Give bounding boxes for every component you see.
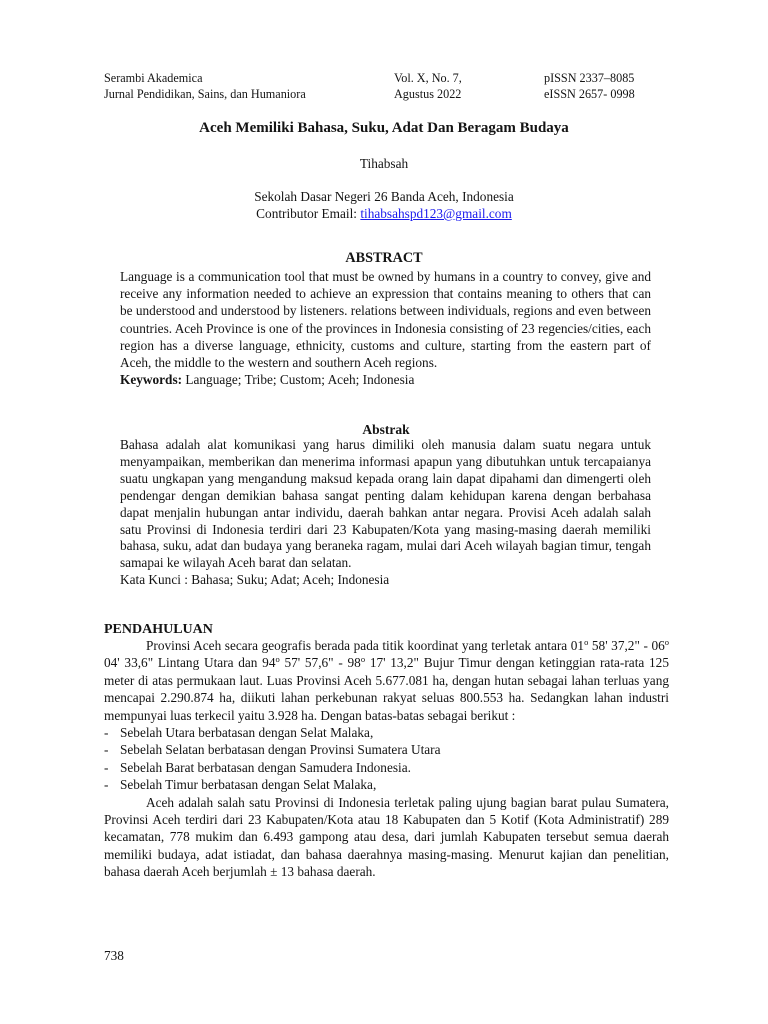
list-item-text: Sebelah Selatan berbatasan dengan Provinsi Sumatera Utara <box>120 742 441 758</box>
author-name: Tihabsah <box>359 156 409 171</box>
abstract-keywords <box>120 371 651 388</box>
abstract-text: Language is a communication tool that must be owned by humans in a country to convey, give and receive any information needed to achieve an expression that contains meaning to others that can be understood and understood by listeners. relations between individuals, regions and even between countries. Aceh Province is one of the provinces in Indonesia consisting of 23 regencies/cities, each region has a diverse language, ethnicity, customs and culture, starting from the eastern part of Aceh, the middle to the western and southern Aceh regions. <box>120 269 651 371</box>
dash-bullet: - <box>104 759 109 775</box>
list-item <box>104 724 669 741</box>
intro-paragraph-2: Aceh adalah salah satu Provinsi di Indonesia terletak paling ujung bagian barat pulau Sumatera, Provinsi Aceh terdiri dari 23 Kabupaten/Kota atau 18 Kabupaten dan 5 Kotif (Kota Administratif) 289 kecamatan, 778 mukim dan 6.493 gampong atau desa, dari jumlah Kabupaten tersebut semua daerah memiliki budaya, adat istiadat, dan bahasa daerahnya masing-masing. Menurut kajian dan penelitian, bahasa daerah Aceh berjumlah ± 13 bahasa daerah. <box>104 794 669 880</box>
list-item-text: Sebelah Timur berbatasan dengan Selat Malaka, <box>120 777 377 793</box>
journal-date: Agustus 2022 <box>394 87 462 101</box>
section-heading-pendahuluan: PENDAHULUAN <box>104 622 213 637</box>
dash-bullet: - <box>104 777 109 793</box>
degree-mark: o <box>664 637 669 647</box>
paper-title: Aceh Memiliki Bahasa, Suku, Adat Dan Beragam Budaya <box>199 120 569 136</box>
abstrak-body <box>120 437 651 589</box>
degree-mark: o <box>584 637 589 647</box>
abstrak-text: Bahasa adalah alat komunikasi yang harus dimiliki oleh manusia dalam suatu negara untuk menyampaikan, memberikan dan menerima informasi apapun yang dibutuhkan untuk tercapaianya suatu ungkapan yang mengandung maksud kepada orang lain dapat dipahami dan dimengerti oleh pendengar dengan demikian bahasa sangat penting dalam kehidupan karena dengan berbahasa dapat menjalin hubungan antar individu, daerah bahkan antar negara. Provisi Aceh adalah salah satu Provinsi di Indonesia terdiri dari 23 Kabupaten/Kota yang masing-masing daerah memiliki bahasa, suku, adat dan budaya yang beraneka ragam, mulai dari Aceh wilayah bagian timur, tengah samapai ke wilayah Aceh barat dan selatan. <box>120 437 651 571</box>
list-item <box>104 741 669 758</box>
journal-subtitle: Jurnal Pendidikan, Sains, dan Humaniora <box>104 87 306 101</box>
list-item <box>104 776 669 793</box>
degree-mark: o <box>360 654 366 665</box>
journal-volume: Vol. X, No. 7, <box>394 71 462 85</box>
contributor-label: Contributor Email: <box>256 206 361 221</box>
degree-mark: o <box>275 654 280 665</box>
contributor-line <box>0 205 768 222</box>
page-number: 738 <box>104 948 124 963</box>
abstract-body <box>120 268 651 388</box>
list-item-text: Sebelah Utara berbatasan dengan Selat Malaka, <box>120 725 374 741</box>
introduction-body <box>104 637 669 881</box>
contributor-email-link[interactable]: tihabsahspd123@gmail.com <box>360 206 512 221</box>
list-item <box>104 759 669 776</box>
intro-p1-part-a: Provinsi Aceh secara geografis berada pada titik koordinat yang terletak antara 01 <box>146 638 585 653</box>
intro-p1-part-c: 04' 33,6" Lintang Utara dan 94 <box>104 655 276 671</box>
abstrak-heading: Abstrak <box>362 422 410 437</box>
dash-bullet: - <box>104 742 109 758</box>
abstract-heading: ABSTRACT <box>345 250 423 266</box>
author-affiliation <box>0 188 768 222</box>
journal-name: Serambi Akademica <box>104 71 203 85</box>
dash-bullet: - <box>104 725 109 741</box>
list-item-text: Sebelah Barat berbatasan dengan Samudera Indonesia. <box>120 759 411 775</box>
keywords-list: Language; Tribe; Custom; Aceh; Indonesia <box>182 372 415 388</box>
intro-p1-part-e: 17' 13,2" Bujur Timur dengan ketinggian rata-rata 125 meter di atas permukaan laut. Luas Provinsi Aceh 5.677.081 ha, dengan hutan sebagai lahan terluas yang mencapai 2.290.874 ha, diikuti lahan perkebunan rakyat seluas 800.553 ha. Sedangkan lahan industri mempunyai luas terkecil yaitu 3.928 ha. Dengan batas-batas sebagai berikut : <box>104 655 669 723</box>
abstrak-keywords: Kata Kunci : Bahasa; Suku; Adat; Aceh; Indonesia <box>120 572 390 588</box>
eissn: eISSN 2657- 0998 <box>544 87 635 101</box>
intro-p1-part-b: 58' 37,2" - 06 <box>588 638 665 653</box>
intro-p1-part-d: 57' 57,6" - 98 <box>279 655 361 671</box>
intro-paragraph-1 <box>104 637 669 724</box>
affiliation: Sekolah Dasar Negeri 26 Banda Aceh, Indonesia <box>254 189 514 204</box>
keywords-label: Keywords: <box>120 372 183 388</box>
pissn: pISSN 2337–8085 <box>544 71 635 85</box>
border-list <box>104 724 669 794</box>
